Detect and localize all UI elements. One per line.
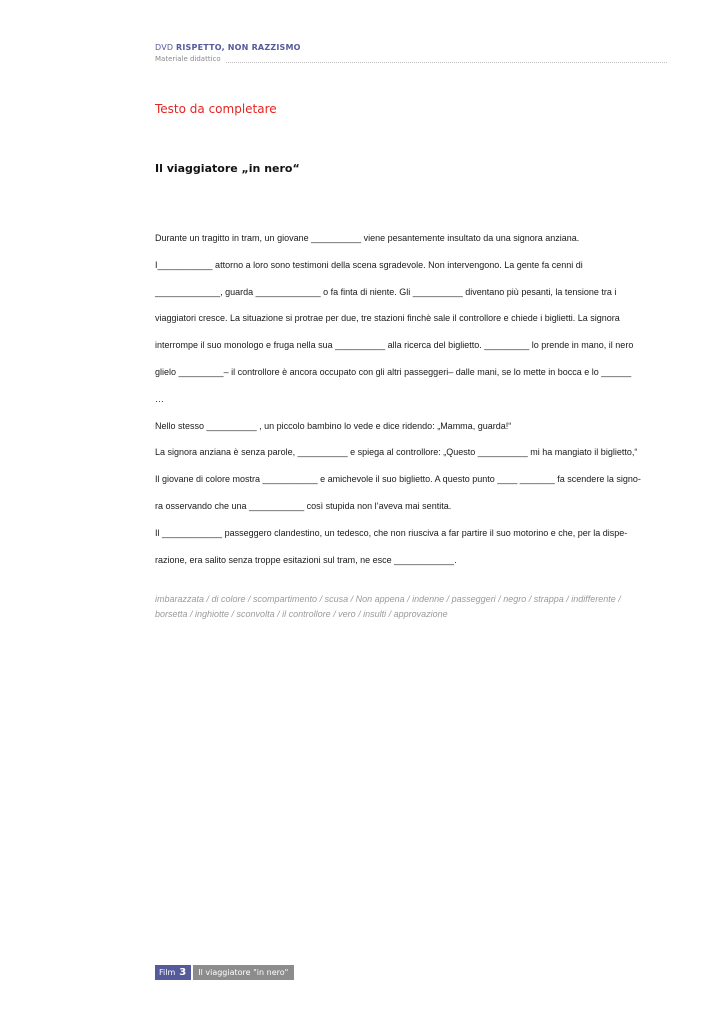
footer-film-number: 3 [179, 967, 187, 978]
text-line: … [155, 393, 164, 404]
story-title: Il viaggiatore „in nero“ [155, 162, 300, 175]
header-brand: RISPETTO, NON RAZZISMO [176, 43, 301, 52]
text-line: interrompe il suo monologo e fruga nella sua __________ alla ricerca del biglietto. _________ lo prende in mano, il nero [155, 340, 634, 351]
text-line: Nello stesso __________ , un piccolo bambino lo vede e dice ridendo: „Mamma, guarda!“ [155, 420, 512, 431]
footer-film-label: Film [159, 968, 176, 977]
header-subtitle: Materiale didattico [155, 55, 221, 63]
page-footer [155, 965, 294, 980]
page-header [155, 43, 667, 64]
text-line: I___________ attorno a loro sono testimoni della scena sgradevole. Non intervengono. La gente fa cenni di [155, 259, 583, 270]
text-line: _____________, guarda _____________ o fa finta di niente. Gli __________ diventano più pesanti, la tensione tra i [155, 286, 617, 297]
text-line: razione, era salito senza troppe esitazioni sul tram, ne esce ____________. [155, 554, 457, 565]
header-dotted-rule [226, 56, 667, 63]
text-line: Il giovane di colore mostra ___________ e amichevole il suo biglietto. A questo punto ____ _______ fa scendere la signo- [155, 474, 641, 485]
footer-film-title: Il viaggiatore "in nero" [193, 965, 294, 980]
cloze-text [155, 225, 670, 573]
section-title: Testo da completare [155, 102, 277, 116]
word-bank [155, 592, 675, 622]
header-sub-line [155, 54, 667, 64]
text-line: glielo _________– il controllore è ancora occupato con gli altri passeggeri– dalle mani, se lo mette in bocca e lo ______ [155, 366, 632, 377]
text-line: La signora anziana è senza parole, __________ e spiega al controllore: „Questo __________ mi ha mangiato il biglietto,“ [155, 447, 638, 458]
text-line: viaggiatori cresce. La situazione si protrae per due, tre stazioni finchè sale il controllore e chiede i biglietti. La signora [155, 313, 620, 324]
text-line: Durante un tragitto in tram, un giovane __________ viene pesantemente insultato da una signora anziana. [155, 233, 580, 243]
word-bank-line: imbarazzata / di colore / scompartimento / scusa / Non appena / indenne / passeggeri / negro / strappa / indifferente / [155, 594, 621, 604]
text-line: ra osservando che una ___________ così stupida non l’aveva mai sentita. [155, 500, 452, 511]
header-prefix: DVD [155, 43, 174, 52]
header-brand-line [155, 43, 667, 53]
text-line: Il ____________ passeggero clandestino, un tedesco, che non riusciva a far partire il suo motorino e che, per la dispe- [155, 527, 628, 538]
footer-film-badge [155, 965, 191, 980]
word-bank-line: borsetta / inghiotte / sconvolta / il controllore / vero / insulti / approvazione [155, 609, 448, 619]
